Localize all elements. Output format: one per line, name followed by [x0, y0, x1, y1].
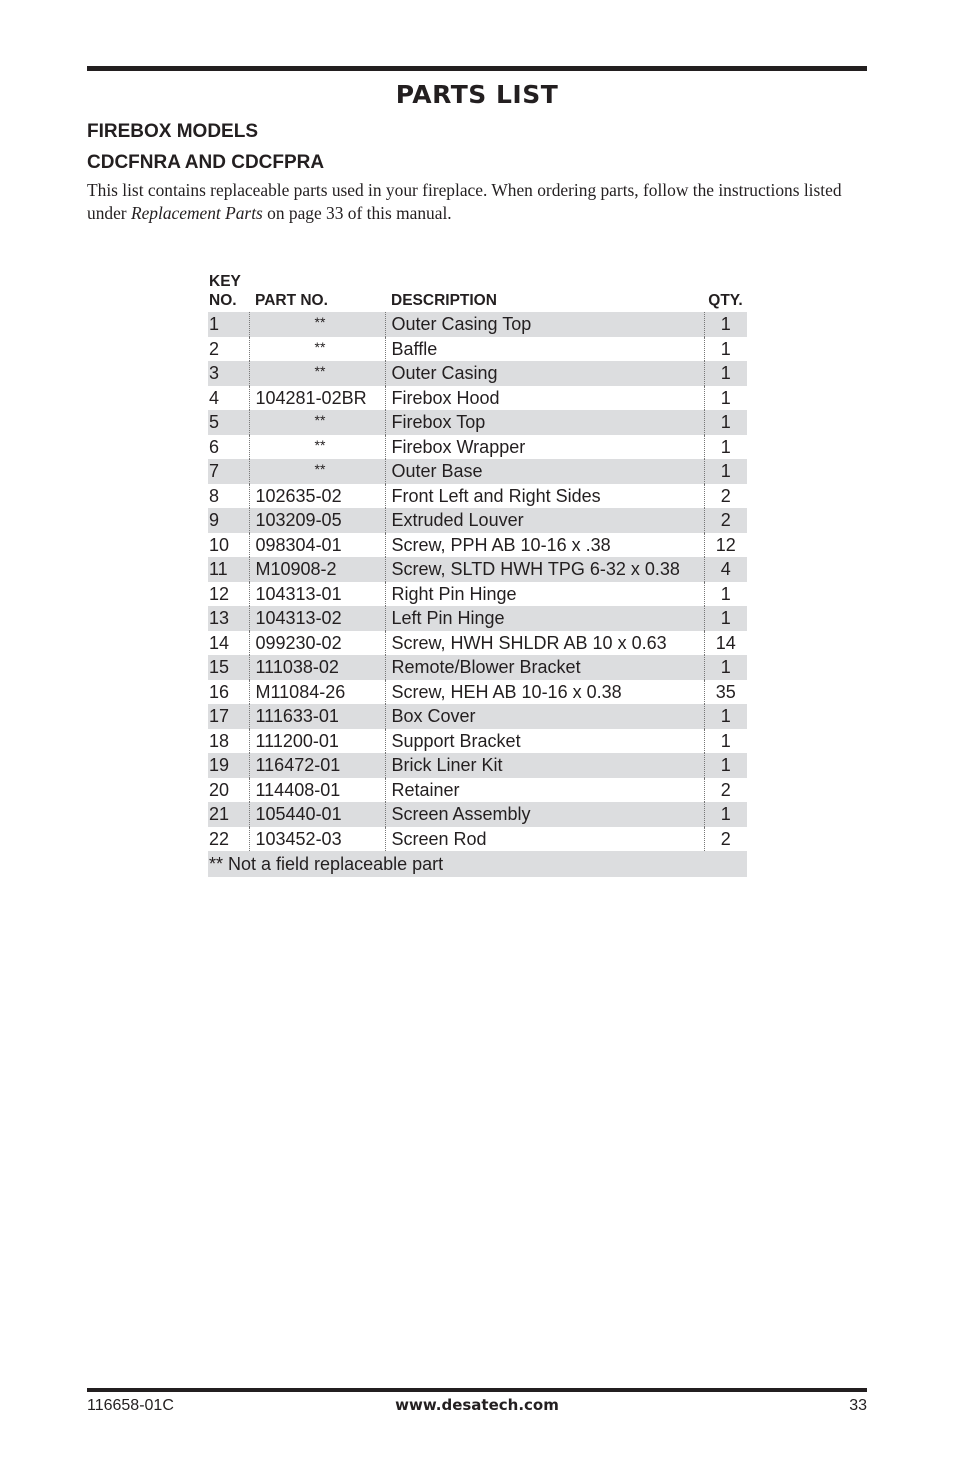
- qty-cell: 4: [704, 557, 747, 582]
- qty-cell: 1: [704, 606, 747, 631]
- description-cell: Firebox Top: [385, 410, 704, 435]
- description-cell: Screw, SLTD HWH TPG 6-32 x 0.38: [385, 557, 704, 582]
- table-row: [208, 778, 747, 803]
- part-no-cell: 114408-01: [249, 778, 385, 803]
- part-no-cell: 098304-01: [249, 533, 385, 558]
- description-cell: Screw, PPH AB 10-16 x .38: [385, 533, 704, 558]
- description-cell: Screen Rod: [385, 827, 704, 852]
- website-link[interactable]: www.desatech.com: [395, 1396, 559, 1414]
- key-no-cell: 9: [208, 508, 249, 533]
- header-key-line1: KEY: [209, 273, 241, 290]
- description-cell: Extruded Louver: [385, 508, 704, 533]
- description-cell: Retainer: [385, 778, 704, 803]
- part-no-cell: **: [249, 410, 385, 435]
- qty-cell: 1: [704, 582, 747, 607]
- key-no-cell: 1: [208, 312, 249, 337]
- description-cell: Screw, HEH AB 10-16 x 0.38: [385, 680, 704, 705]
- table-header-row: [208, 272, 747, 312]
- header-qty: QTY.: [708, 292, 743, 309]
- section-title-models: FIREBOX MODELS: [87, 121, 259, 142]
- key-no-cell: 4: [209, 387, 220, 408]
- key-no-cell: 21: [208, 802, 249, 827]
- key-no-cell: 6: [209, 436, 220, 457]
- qty-cell: 1: [704, 802, 747, 827]
- part-no-cell: 105440-01: [249, 802, 385, 827]
- key-no-cell: 7: [208, 459, 249, 484]
- part-no-cell: 111200-01: [249, 729, 385, 754]
- part-no-cell: **: [249, 337, 385, 362]
- description-cell: Outer Base: [385, 459, 704, 484]
- part-no-cell: M11084-26: [249, 680, 385, 705]
- qty-cell: 1: [704, 312, 747, 337]
- table-row: [208, 827, 747, 852]
- header-description: DESCRIPTION: [391, 292, 497, 309]
- header-key-line2: NO.: [209, 292, 237, 309]
- key-no-cell: 12: [209, 583, 230, 604]
- page-title: PARTS LIST: [395, 80, 559, 109]
- part-no-cell: M10908-2: [249, 557, 385, 582]
- description-cell: Remote/Blower Bracket: [385, 655, 704, 680]
- part-no-cell: 111038-02: [249, 655, 385, 680]
- table-row: [208, 484, 747, 509]
- intro-paragraph: [87, 179, 869, 225]
- key-no-cell: 13: [208, 606, 249, 631]
- key-no-cell: 2: [209, 338, 220, 359]
- footnote-text: ** Not a field replaceable part: [208, 851, 747, 877]
- description-cell: Screw, HWH SHLDR AB 10 x 0.63: [385, 631, 704, 656]
- intro-text-end: on page 33 of this manual.: [262, 203, 452, 223]
- qty-cell: 1: [704, 459, 747, 484]
- table-row: [208, 312, 747, 337]
- parts-table-body: [208, 312, 747, 877]
- table-row: [208, 680, 747, 705]
- key-no-cell: 8: [209, 485, 220, 506]
- qty-cell: 1: [704, 704, 747, 729]
- key-no-cell: 19: [208, 753, 249, 778]
- table-row: [208, 361, 747, 386]
- qty-cell: 2: [704, 827, 747, 852]
- part-no-cell: 104313-02: [249, 606, 385, 631]
- description-cell: Outer Casing: [385, 361, 704, 386]
- table-row: [208, 704, 747, 729]
- bottom-rule: [87, 1388, 867, 1392]
- description-cell: Outer Casing Top: [385, 312, 704, 337]
- footnote-row: [208, 851, 747, 877]
- table-row: [208, 631, 747, 656]
- key-no-cell: 11: [208, 557, 249, 582]
- description-cell: Brick Liner Kit: [385, 753, 704, 778]
- part-no-cell: 102635-02: [249, 484, 385, 509]
- description-cell: Front Left and Right Sides: [385, 484, 704, 509]
- description-cell: Baffle: [385, 337, 704, 362]
- part-no-cell: **: [249, 459, 385, 484]
- table-row: [208, 386, 747, 411]
- part-no-cell: 099230-02: [249, 631, 385, 656]
- parts-table: [208, 272, 747, 877]
- part-no-cell: 103209-05: [249, 508, 385, 533]
- table-row: [208, 435, 747, 460]
- description-cell: Firebox Hood: [385, 386, 704, 411]
- table-row: [208, 802, 747, 827]
- part-no-cell: 111633-01: [249, 704, 385, 729]
- description-cell: Left Pin Hinge: [385, 606, 704, 631]
- key-no-cell: 3: [208, 361, 249, 386]
- key-no-cell: 15: [208, 655, 249, 680]
- table-row: [208, 459, 747, 484]
- key-no-cell: 18: [209, 730, 230, 751]
- qty-cell: 35: [704, 680, 747, 705]
- intro-text-start: This list contains replaceable parts used in your fireplace. When ordering parts, follow the instructions listed under: [87, 180, 842, 223]
- qty-cell: 1: [704, 655, 747, 680]
- header-key-no: [208, 272, 249, 312]
- header-part-no: PART NO.: [255, 292, 328, 309]
- table-row: [208, 410, 747, 435]
- key-no-cell: 20: [209, 779, 230, 800]
- page-number: 33: [849, 1397, 867, 1414]
- part-no-cell: 104313-01: [249, 582, 385, 607]
- qty-cell: 2: [704, 484, 747, 509]
- description-cell: Box Cover: [385, 704, 704, 729]
- qty-cell: 1: [704, 753, 747, 778]
- part-no-cell: **: [249, 312, 385, 337]
- part-no-cell: **: [249, 435, 385, 460]
- qty-cell: 1: [704, 410, 747, 435]
- key-no-cell: 5: [208, 410, 249, 435]
- table-row: [208, 337, 747, 362]
- part-no-cell: 103452-03: [249, 827, 385, 852]
- description-cell: Support Bracket: [385, 729, 704, 754]
- document-number: 116658-01C: [87, 1397, 174, 1414]
- qty-cell: 1: [704, 386, 747, 411]
- key-no-cell: 17: [208, 704, 249, 729]
- table-row: [208, 557, 747, 582]
- key-no-cell: 10: [209, 534, 230, 555]
- qty-cell: 1: [704, 729, 747, 754]
- description-cell: Firebox Wrapper: [385, 435, 704, 460]
- top-rule: [87, 66, 867, 71]
- part-no-cell: **: [249, 361, 385, 386]
- table-row: [208, 582, 747, 607]
- section-title-model-numbers: CDCFNRA AND CDCFPRA: [87, 152, 325, 173]
- qty-cell: 2: [704, 508, 747, 533]
- part-no-cell: 116472-01: [249, 753, 385, 778]
- intro-reference: Replacement Parts: [130, 203, 263, 223]
- key-no-cell: 16: [209, 681, 230, 702]
- table-row: [208, 729, 747, 754]
- qty-cell: 12: [704, 533, 747, 558]
- qty-cell: 2: [704, 778, 747, 803]
- table-row: [208, 533, 747, 558]
- table-row: [208, 606, 747, 631]
- key-no-cell: 14: [209, 632, 230, 653]
- part-no-cell: 104281-02BR: [249, 386, 385, 411]
- qty-cell: 1: [704, 361, 747, 386]
- key-no-cell: 22: [209, 828, 230, 849]
- qty-cell: 1: [704, 435, 747, 460]
- table-row: [208, 753, 747, 778]
- qty-cell: 1: [704, 337, 747, 362]
- table-row: [208, 655, 747, 680]
- description-cell: Right Pin Hinge: [385, 582, 704, 607]
- table-row: [208, 508, 747, 533]
- qty-cell: 14: [704, 631, 747, 656]
- description-cell: Screen Assembly: [385, 802, 704, 827]
